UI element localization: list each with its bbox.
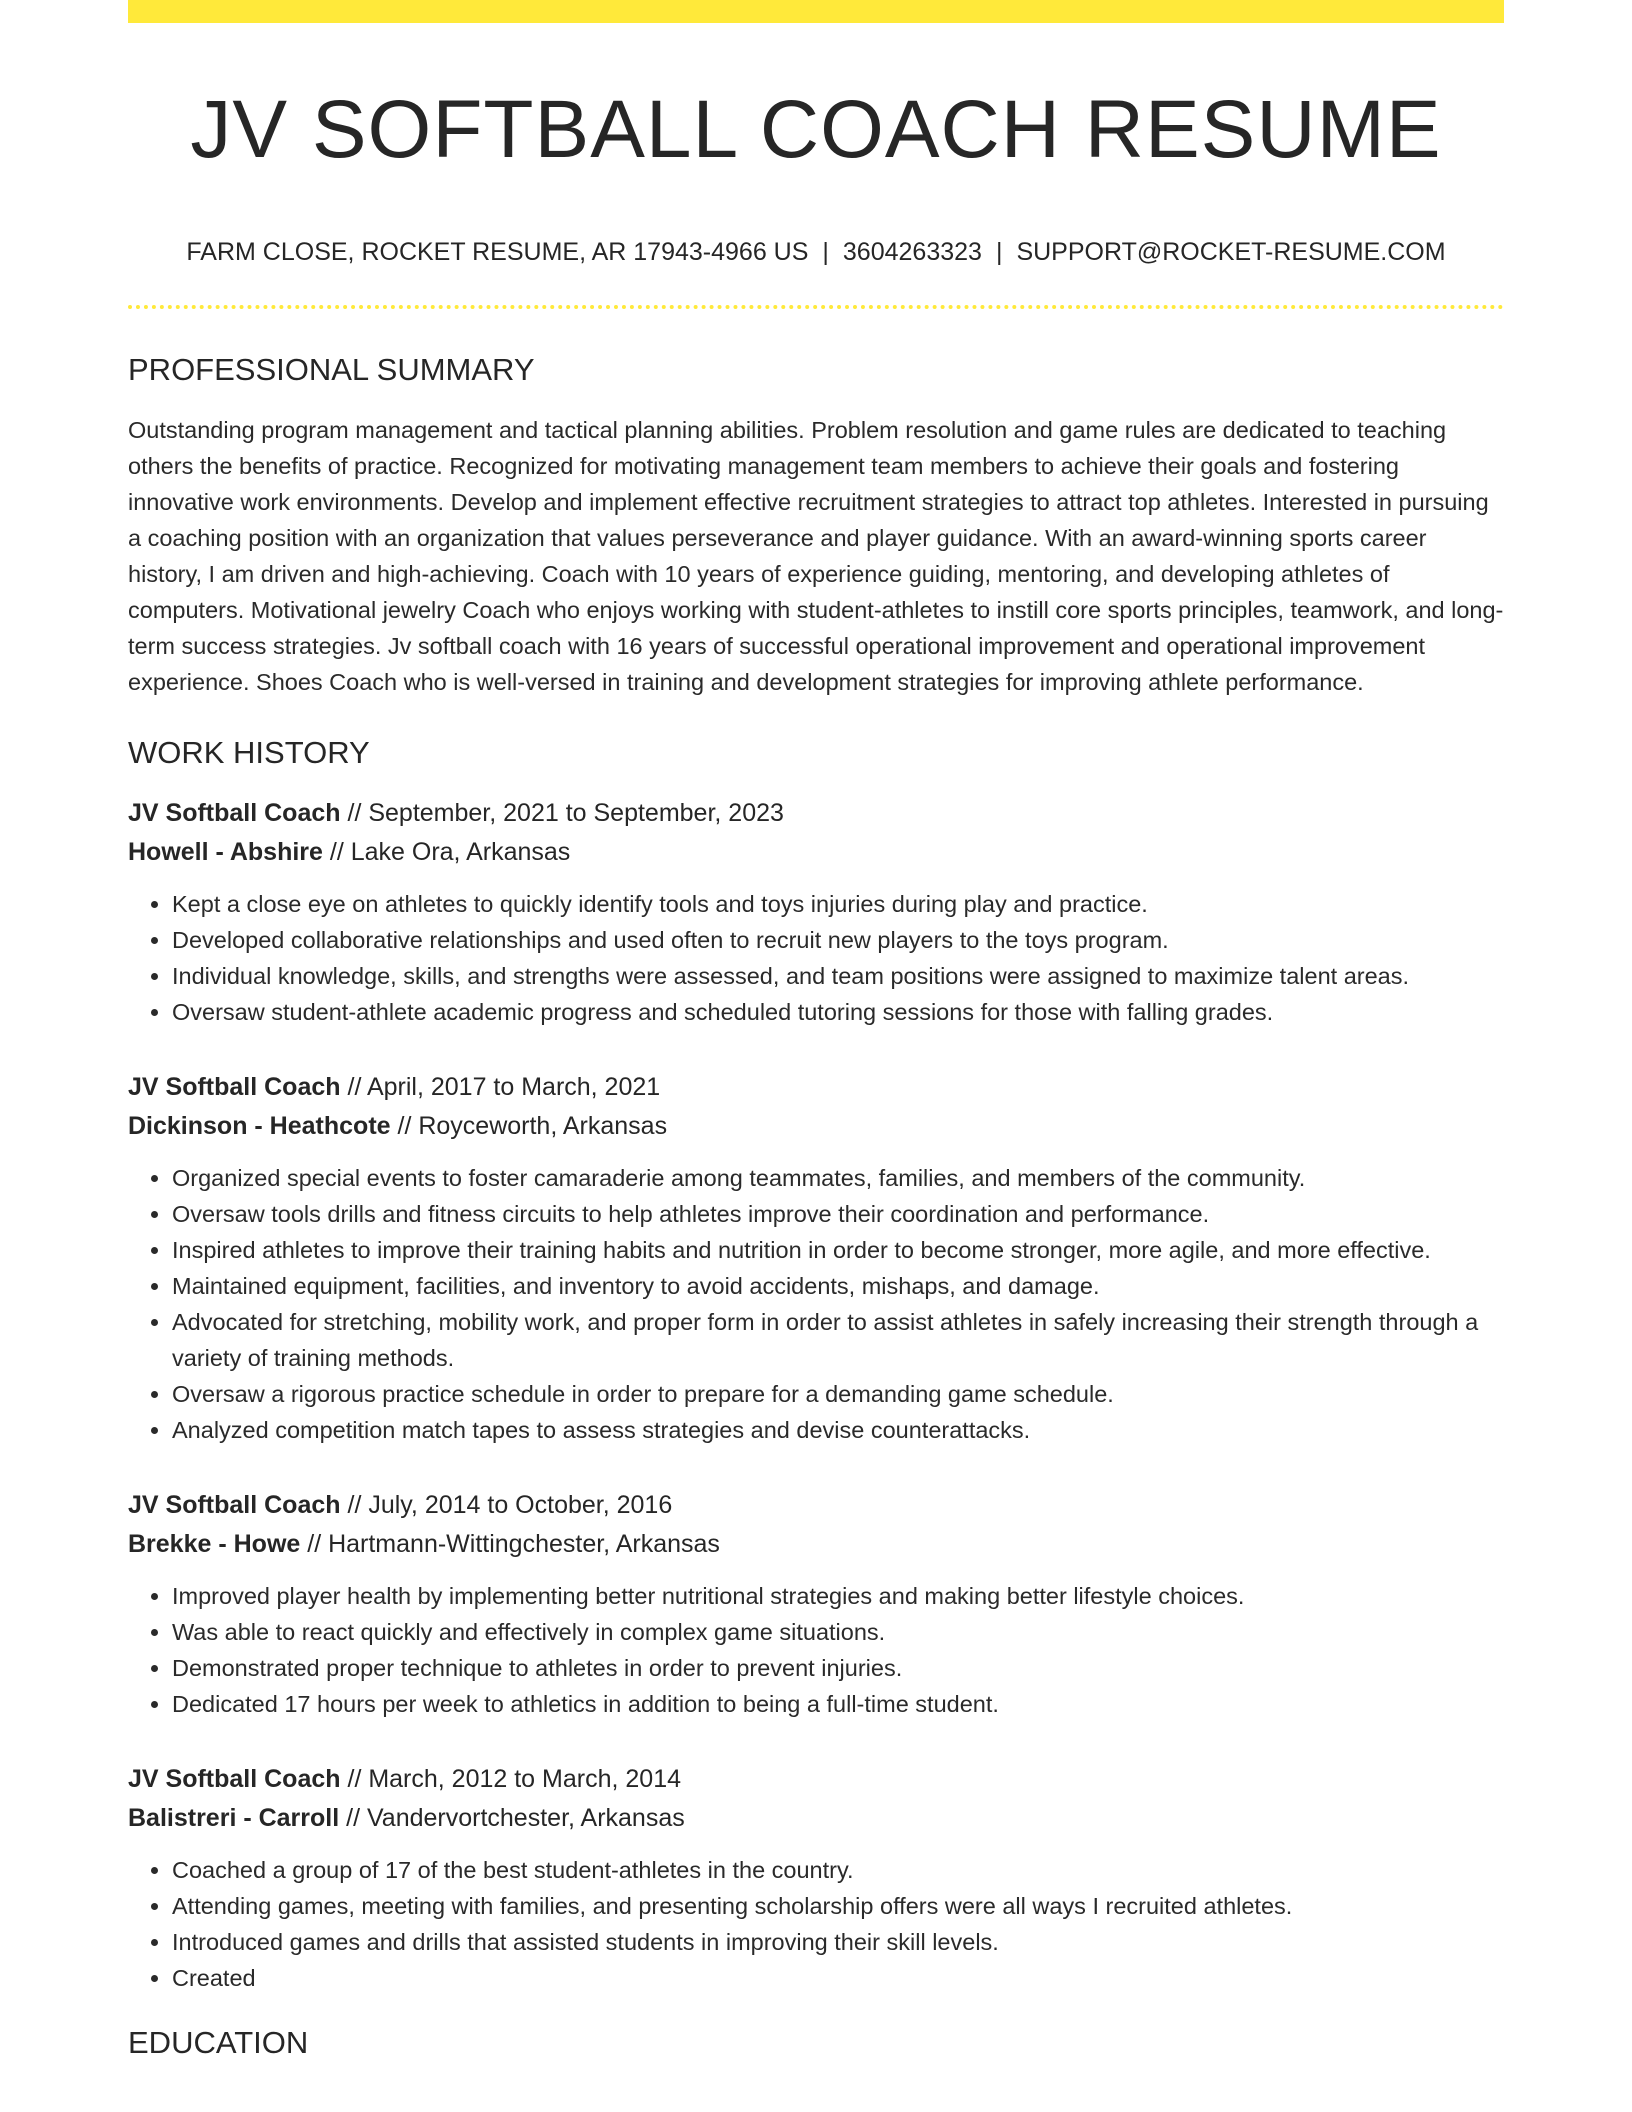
job-employer: Brekke - Howe: [128, 1529, 301, 1558]
job-employer: Balistreri - Carroll: [128, 1803, 340, 1832]
resume-page: [128, 0, 1504, 2061]
job-location: // Royceworth, Arkansas: [390, 1111, 668, 1140]
dotted-divider: [128, 305, 1504, 309]
job-location: // Hartmann-Wittingchester, Arkansas: [300, 1529, 720, 1558]
job-entry: [128, 794, 1504, 1030]
job-bullet: • Oversaw a rigorous practice schedule in order to prepare for a demanding game schedule.: [172, 1376, 1504, 1412]
job-bullet: • Dedicated 17 hours per week to athletics in addition to being a full-time student.: [172, 1686, 1504, 1722]
job-employer-line: [128, 1525, 1504, 1564]
job-bullets: [128, 1852, 1504, 1996]
job-bullets: [128, 1160, 1504, 1448]
job-bullet: • Coached a group of 17 of the best student-athletes in the country.: [172, 1852, 1504, 1888]
page-title: JV SOFTBALL COACH RESUME: [190, 84, 1442, 175]
job-bullet: • Kept a close eye on athletes to quickly identify tools and toys injuries during play and practice.: [172, 886, 1504, 922]
job-location: // Lake Ora, Arkansas: [322, 837, 571, 866]
contact-email: SUPPORT@ROCKET-RESUME.COM: [1016, 238, 1446, 267]
job-employer-line: [128, 1799, 1504, 1838]
job-entry: [128, 1068, 1504, 1448]
summary-heading: PROFESSIONAL SUMMARY: [128, 352, 535, 388]
job-bullet: • Oversaw tools drills and fitness circuits to help athletes improve their coordination and performance.: [172, 1196, 1504, 1232]
contact-phone: 3604263323: [842, 238, 982, 267]
contact-line: [128, 237, 1504, 267]
job-bullet: • Maintained equipment, facilities, and inventory to avoid accidents, mishaps, and damage.: [172, 1268, 1504, 1304]
job-title: JV Softball Coach: [128, 1072, 341, 1101]
job-dates: // July, 2014 to October, 2016: [340, 1490, 673, 1519]
contact-separator: |: [822, 238, 829, 267]
job-bullet: • Introduced games and drills that assisted students in improving their skill levels.: [172, 1924, 1504, 1960]
education-heading: EDUCATION: [128, 2024, 309, 2060]
job-title: JV Softball Coach: [128, 798, 341, 827]
contact-separator: |: [995, 238, 1003, 267]
job-title-line: [128, 1760, 1504, 1799]
job-employer-line: [128, 1107, 1504, 1146]
contact-address: FARM CLOSE, ROCKET RESUME, AR 17943-4966 US: [186, 238, 809, 267]
job-bullet: • Developed collaborative relationships and used often to recruit new players to the toys program.: [172, 922, 1504, 958]
job-bullet: • Demonstrated proper technique to athletes in order to prevent injuries.: [172, 1650, 1504, 1686]
job-location: // Vandervortchester, Arkansas: [339, 1803, 685, 1832]
accent-top-bar: [128, 0, 1504, 23]
job-bullet: • Individual knowledge, skills, and strengths were assessed, and team positions were assigned to maximize talent areas.: [172, 958, 1504, 994]
job-bullet: • Improved player health by implementing better nutritional strategies and making better lifestyle choices.: [172, 1578, 1504, 1614]
job-bullet: • Inspired athletes to improve their training habits and nutrition in order to become stronger, more agile, and more effective.: [172, 1232, 1504, 1268]
job-employer: Dickinson - Heathcote: [128, 1111, 391, 1140]
work-history-heading: WORK HISTORY: [128, 735, 370, 771]
job-title-line: [128, 794, 1504, 833]
job-bullet: • Oversaw student-athlete academic progress and scheduled tutoring sessions for those with falling grades.: [172, 994, 1504, 1030]
job-dates: // September, 2021 to September, 2023: [340, 798, 784, 827]
job-entry: [128, 1486, 1504, 1722]
job-bullet: • Organized special events to foster camaraderie among teammates, families, and members of the community.: [172, 1160, 1504, 1196]
job-bullet: • Created: [172, 1960, 1504, 1996]
job-bullet: • Analyzed competition match tapes to assess strategies and devise counterattacks.: [172, 1412, 1504, 1448]
job-title: JV Softball Coach: [128, 1490, 341, 1519]
job-bullet: • Was able to react quickly and effectively in complex game situations.: [172, 1614, 1504, 1650]
job-employer-line: [128, 833, 1504, 872]
summary-text: Outstanding program management and tactical planning abilities. Problem resolution and game rules are dedicated to teaching others the benefits of practice. Recognized for motivating management team members to achieve their goals and fostering innovative work environments. Develop and implement effective recruitment strategies to attract top athletes. Interested in pursuing a coaching position with an organization that values perseverance and player guidance. With an award-winning sports career history, I am driven and high-achieving. Coach with 10 years of experience guiding, mentoring, and developing athletes of computers. Motivational jewelry Coach who enjoys working with student-athletes to instill core sports principles, teamwork, and long-term success strategies. Jv softball coach with 16 years of successful operational improvement and operational improvement experience. Shoes Coach who is well-versed in training and development strategies for improving athlete performance.: [128, 417, 1504, 696]
job-bullets: [128, 886, 1504, 1030]
job-bullet: • Attending games, meeting with families, and presenting scholarship offers were all ways I recruited athletes.: [172, 1888, 1504, 1924]
job-entry: [128, 1760, 1504, 1996]
job-title-line: [128, 1068, 1504, 1107]
job-bullet: • Advocated for stretching, mobility work, and proper form in order to assist athletes in safely increasing their strength through a variety of training methods.: [172, 1304, 1504, 1376]
job-title: JV Softball Coach: [128, 1764, 341, 1793]
job-title-line: [128, 1486, 1504, 1525]
job-dates: // April, 2017 to March, 2021: [340, 1072, 661, 1101]
job-bullets: [128, 1578, 1504, 1722]
job-employer: Howell - Abshire: [128, 837, 323, 866]
job-dates: // March, 2012 to March, 2014: [340, 1764, 682, 1793]
